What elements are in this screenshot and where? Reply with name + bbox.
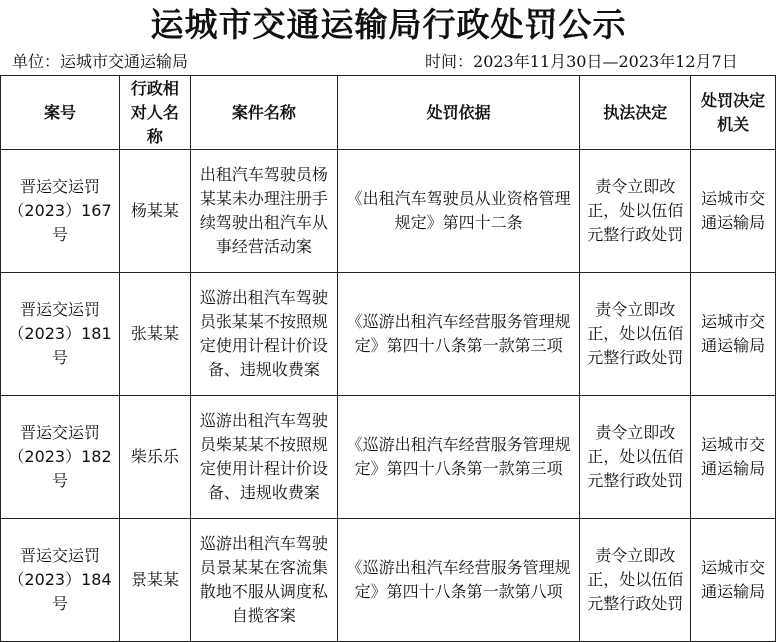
cell-authority: 运城市交通运输局 bbox=[691, 150, 776, 273]
cell-decision: 责令立即改正，处以伍佰元整行政处罚 bbox=[580, 273, 691, 396]
cell-party: 景某某 bbox=[120, 519, 191, 642]
cell-authority: 运城市交通运输局 bbox=[691, 396, 776, 519]
cell-case-no: 晋运交运罚（2023）181号 bbox=[1, 273, 120, 396]
cell-authority: 运城市交通运输局 bbox=[691, 519, 776, 642]
unit-value: 运城市交通运输局 bbox=[60, 52, 189, 71]
table-row bbox=[1, 519, 776, 642]
cell-case-no: 晋运交运罚（2023）182号 bbox=[1, 396, 120, 519]
table-header-row bbox=[1, 76, 776, 150]
cell-decision: 责令立即改正，处以伍佰元整行政处罚 bbox=[580, 396, 691, 519]
table-row bbox=[1, 273, 776, 396]
unit-info bbox=[12, 50, 188, 74]
cell-basis: 《出租汽车驾驶员从业资格管理规定》第四十二条 bbox=[338, 150, 580, 273]
header-decision: 执法决定 bbox=[580, 76, 691, 150]
cell-authority: 运城市交通运输局 bbox=[691, 273, 776, 396]
header-case-no: 案号 bbox=[1, 76, 120, 150]
cell-decision: 责令立即改正，处以伍佰元整行政处罚 bbox=[580, 150, 691, 273]
penalty-table bbox=[0, 75, 776, 642]
notice-title: 运城市交通运输局行政处罚公示 bbox=[150, 5, 627, 44]
cell-case-name: 出租汽车驾驶员杨某某未办理注册手续驾驶出租汽车从事经营活动案 bbox=[190, 150, 337, 273]
cell-case-name: 巡游出租汽车驾驶员景某某在客流集散地不服从调度私自揽客案 bbox=[190, 519, 337, 642]
cell-case-name: 巡游出租汽车驾驶员张某某不按照规定使用计程计价设备、违规收费案 bbox=[190, 273, 337, 396]
cell-basis: 《巡游出租汽车经营服务管理规定》第四十八条第一款第三项 bbox=[338, 396, 580, 519]
cell-basis: 《巡游出租汽车经营服务管理规定》第四十八条第一款第三项 bbox=[338, 273, 580, 396]
cell-basis: 《巡游出租汽车经营服务管理规定》第四十八条第一款第八项 bbox=[338, 519, 580, 642]
header-basis: 处罚依据 bbox=[338, 76, 580, 150]
period-value: 2023年11月30日—2023年12月7日 bbox=[473, 52, 738, 71]
notice-meta bbox=[0, 50, 777, 74]
table-row bbox=[1, 150, 776, 273]
period-label: 时间： bbox=[425, 52, 474, 71]
header-party: 行政相对人名称 bbox=[120, 76, 191, 150]
table-row bbox=[1, 396, 776, 519]
header-authority: 处罚决定机关 bbox=[691, 76, 776, 150]
unit-label: 单位： bbox=[12, 52, 61, 71]
header-case-name: 案件名称 bbox=[190, 76, 337, 150]
cell-party: 柴乐乐 bbox=[120, 396, 191, 519]
cell-case-name: 巡游出租汽车驾驶员柴某某不按照规定使用计程计价设备、违规收费案 bbox=[190, 396, 337, 519]
cell-party: 张某某 bbox=[120, 273, 191, 396]
cell-case-no: 晋运交运罚（2023）167号 bbox=[1, 150, 120, 273]
period-info bbox=[425, 50, 738, 74]
cell-case-no: 晋运交运罚（2023）184号 bbox=[1, 519, 120, 642]
cell-party: 杨某某 bbox=[120, 150, 191, 273]
cell-decision: 责令立即改正，处以伍佰元整行政处罚 bbox=[580, 519, 691, 642]
